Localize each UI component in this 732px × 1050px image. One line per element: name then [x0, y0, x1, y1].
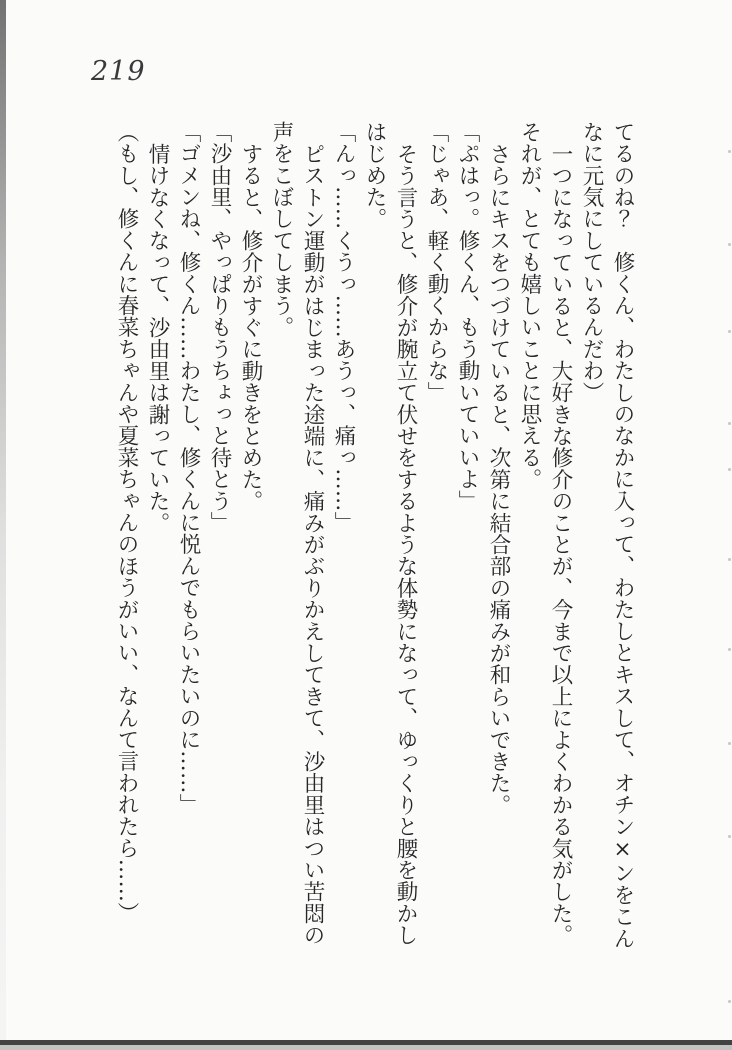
paragraph: そう言うと、修介が腕立て伏せをするような体勢になって、ゆっくりと腰を動かしはじめた。 — [362, 121, 418, 946]
binding-speck — [728, 1000, 731, 1003]
paragraph-dialogue: 「ゴメンね、修くん……わたし、修くんに悦んでもらいたいのに……」 — [176, 121, 201, 816]
paragraph: さらにキスをつづけていると、次第に結合部の痛みが和らいできた。 — [486, 142, 511, 816]
binding-speck — [728, 468, 731, 471]
paragraph: すると、修介がすぐに動きをとめた。 — [238, 142, 263, 512]
page-edge-shadow-left — [0, 0, 6, 1050]
paragraph: ピストン運動がはじまった途端に、痛みがぶりかえしてきて、沙由里はつい苦悶の声をこぼしてしまう。 — [269, 121, 325, 946]
paragraph-dialogue: 「んっ……くうっ……あうっ、痛っ……」 — [331, 121, 356, 534]
paragraph-dialogue: 「沙由里、やっぱりもうちょっと待とう」 — [207, 121, 232, 534]
paragraph: てるのね？ 修くん、わたしのなかに入って、わたしとキスして、オチン×ンをこんなに元気にしているんだわ） — [579, 121, 635, 950]
binding-speck — [728, 422, 731, 425]
binding-speck — [728, 243, 731, 246]
binding-speck — [728, 742, 731, 745]
page-number: 219 — [91, 56, 146, 87]
paragraph: 情けなくなって、沙由里は謝っていた。 — [145, 142, 170, 534]
binding-speck — [728, 150, 731, 153]
page-edge-under-bottom — [0, 1045, 732, 1050]
binding-speck — [728, 835, 731, 838]
paragraph-dialogue: 「ぷはっ。修くん、もう動いていいよ」 — [455, 121, 480, 512]
binding-speck — [728, 648, 731, 651]
paragraph: 一つになっていると、大好きな修介のことが、今まで以上によくわかる気がした。それが、とても嬉しいことに思える。 — [517, 121, 573, 946]
paragraph-thought: （もし、修くんに春菜ちゃんや夏菜ちゃんのほうがいい、なんて言われたら……） — [114, 121, 139, 924]
paragraph-dialogue: 「じゃあ、軽く動くからな」 — [424, 121, 449, 404]
binding-speck — [728, 558, 731, 561]
vertical-text-block — [104, 121, 638, 953]
binding-speck — [728, 330, 731, 333]
